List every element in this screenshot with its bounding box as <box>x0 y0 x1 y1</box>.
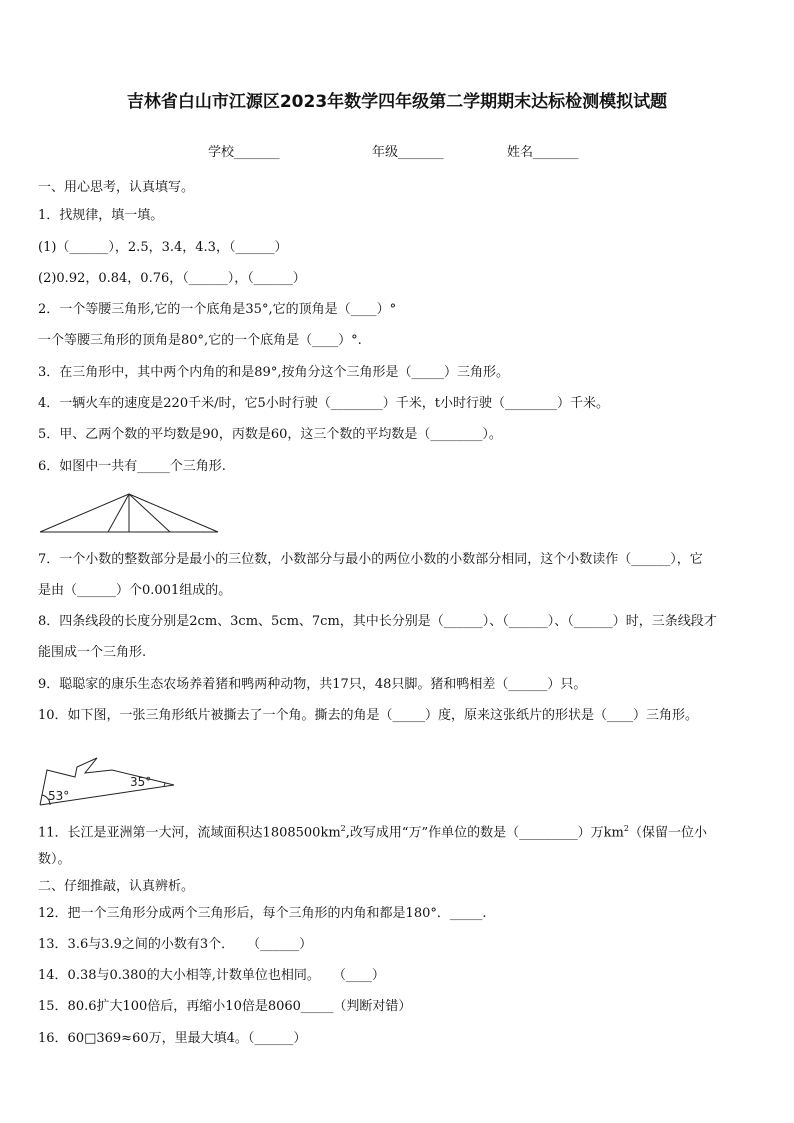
question-2-part-1: 2．一个等腰三角形,它的一个底角是35°,它的顶角是（____）° <box>38 302 397 317</box>
question-1: 1．找规律，填一填。 <box>38 208 164 223</box>
question-7-line-1: 7．一个小数的整数部分是最小的三位数，小数部分与最小的两位小数的小数部分相同，这个小数读作（______），它 <box>38 552 703 567</box>
question-3: 3．在三角形中，其中两个内角的和是89°,按角分这个三角形是（_____）三角形。 <box>38 365 509 380</box>
section-1-heading: 一、用心思考，认真填写。 <box>38 180 195 195</box>
question-8-line-1: 8．四条线段的长度分别是2cm、3cm、5cm、7cm，其中长分别是（______）、（______）、（______）时，三条线段才 <box>38 614 717 629</box>
question-5: 5．甲、乙两个数的平均数是90，丙数是60，这三个数的平均数是（________）。 <box>38 427 502 442</box>
question-2-part-2: 一个等腰三角形的顶角是80°,它的一个底角是（____）°. <box>38 333 362 348</box>
figure-right-side <box>129 494 218 532</box>
question-9: 9．聪聪家的康乐生态农场养着猪和鸭两种动物，共17只，48只脚。猪和鸭相差（______）只。 <box>38 677 587 692</box>
question-14: 14．0.38与0.380的大小相等,计数单位也相同。 （____） <box>38 968 385 983</box>
q11-text-2: ,改写成用“万”作单位的数是（_________）万km <box>345 825 624 841</box>
triangle-figure-q6 <box>38 492 220 534</box>
q11-text-1: 11．长江是亚洲第一大河，流域面积达1808500km <box>38 825 341 841</box>
angle-arc-right <box>164 783 165 786</box>
question-11-line-2: 数）。 <box>38 852 71 867</box>
q11-superscript-2: 2 <box>623 824 629 833</box>
question-13: 13．3.6与3.9之间的小数有3个． （______） <box>38 937 313 952</box>
q11-text-3: （保留一位小 <box>628 825 707 841</box>
angle-label-left: 53° <box>48 789 70 803</box>
figure-left-side <box>40 494 129 532</box>
question-1-part-1: (1)（______），2.5，3.4，4.3，（______） <box>38 240 288 255</box>
school-field: 学校_______ <box>208 145 280 160</box>
question-1-part-2: (2)0.92，0.84，0.76，（______），（______） <box>38 271 306 286</box>
question-7-line-2: 是由（______）个0.001组成的。 <box>38 583 232 598</box>
q11-superscript-1: 2 <box>340 824 346 833</box>
name-field: 姓名_______ <box>507 145 579 160</box>
section-2-heading: 二、仔细推敲，认真辨析。 <box>38 879 195 894</box>
figure-inner-line-3 <box>129 494 170 532</box>
question-11-line-1 <box>38 821 707 841</box>
grade-field: 年级_______ <box>372 145 444 160</box>
page-title: 吉林省白山市江源区2023年数学四年级第二学期期末达标检测模拟试题 <box>126 92 668 112</box>
question-10: 10．如下图，一张三角形纸片被撕去了一个角。撕去的角是（_____）度，原来这张纸片的形状是（____）三角形。 <box>38 708 699 723</box>
angle-label-right: 35° <box>130 775 152 789</box>
question-4: 4．一辆火车的速度是220千米/时，它5小时行驶（________）千米，t小时行驶（________）千米。 <box>38 396 609 411</box>
question-16: 16．60□369≈60万，里最大填4。（______） <box>38 1031 307 1046</box>
question-12: 12．把一个三角形分成两个三角形后，每个三角形的内角和都是180°．_____. <box>38 906 487 921</box>
question-8-line-2: 能围成一个三角形. <box>38 645 147 660</box>
torn-triangle-figure-q10 <box>38 752 178 808</box>
question-6: 6．如图中一共有_____个三角形. <box>38 459 226 474</box>
figure-inner-line-1 <box>108 494 129 532</box>
question-15: 15．80.6扩大100倍后，再缩小10倍是8060_____（判断对错） <box>38 999 412 1014</box>
